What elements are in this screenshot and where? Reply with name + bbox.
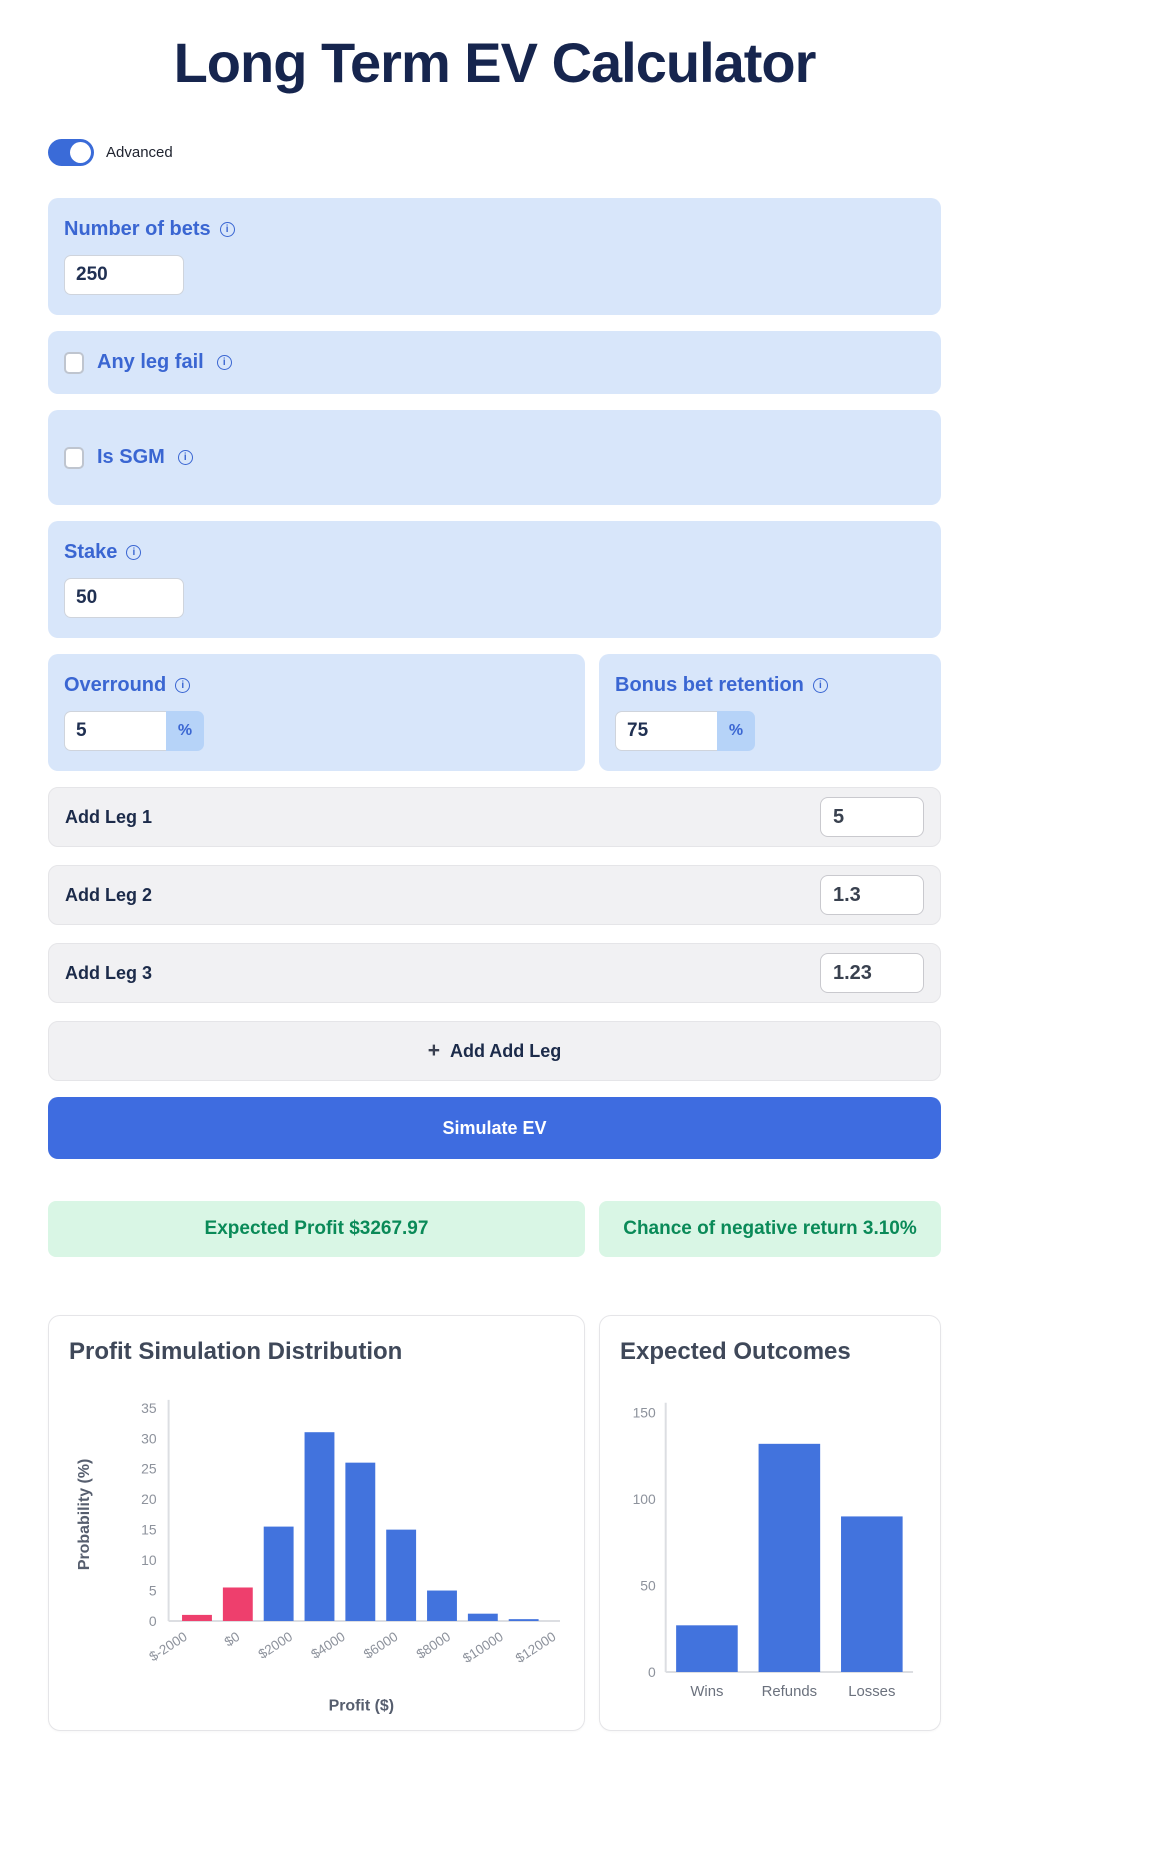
svg-text:30: 30 <box>141 1430 157 1447</box>
overround-panel <box>48 654 585 771</box>
is-sgm-panel <box>48 410 941 505</box>
info-icon[interactable]: i <box>220 222 235 237</box>
profit-distribution-card <box>48 1315 585 1731</box>
stake-input[interactable] <box>64 578 184 618</box>
svg-text:$0: $0 <box>221 1628 243 1650</box>
charts-row <box>48 1315 941 1731</box>
is-sgm-checkbox[interactable] <box>64 447 84 469</box>
leg-1-odds-input[interactable] <box>820 797 924 837</box>
stake-panel <box>48 521 941 638</box>
info-icon[interactable]: i <box>217 355 232 370</box>
advanced-toggle-row <box>48 139 941 166</box>
expected-outcomes-title: Expected Outcomes <box>620 1338 851 1365</box>
svg-text:0: 0 <box>648 1663 656 1680</box>
svg-text:Wins: Wins <box>690 1683 724 1700</box>
toggle-knob-icon <box>70 142 91 163</box>
leg-1-label: Add Leg 1 <box>65 806 153 827</box>
any-leg-fail-checkbox[interactable] <box>64 352 84 374</box>
profit-distribution-chart <box>69 1370 564 1730</box>
svg-text:$-2000: $-2000 <box>146 1628 190 1665</box>
negative-return-badge: Chance of negative return 3.10% <box>599 1201 941 1257</box>
expected-outcomes-card <box>599 1315 941 1731</box>
svg-text:$12000: $12000 <box>512 1628 559 1666</box>
svg-text:25: 25 <box>141 1460 157 1477</box>
simulate-ev-button[interactable]: Simulate EV <box>48 1097 941 1159</box>
svg-text:$6000: $6000 <box>360 1628 401 1662</box>
page-content <box>48 0 941 1731</box>
percent-suffix: % <box>717 711 755 751</box>
svg-text:Profit ($): Profit ($) <box>328 1697 395 1715</box>
leg-2-odds-input[interactable] <box>820 875 924 915</box>
expected-profit-badge: Expected Profit $3267.97 <box>48 1201 585 1257</box>
advanced-toggle[interactable] <box>48 139 94 166</box>
info-icon[interactable]: i <box>813 678 828 693</box>
svg-text:35: 35 <box>141 1399 157 1416</box>
overround-input[interactable] <box>64 711 166 751</box>
info-icon[interactable]: i <box>126 545 141 560</box>
stake-label: Stake <box>64 541 118 563</box>
svg-text:$10000: $10000 <box>460 1628 506 1666</box>
bonus-bet-retention-input[interactable] <box>615 711 717 751</box>
number-of-bets-label: Number of bets <box>64 218 211 240</box>
leg-3-label: Add Leg 3 <box>65 962 153 983</box>
leg-row-3 <box>48 943 941 1003</box>
percent-suffix: % <box>166 711 204 751</box>
add-leg-button[interactable] <box>48 1021 941 1081</box>
any-leg-fail-label: Any leg fail <box>97 351 204 373</box>
svg-text:$2000: $2000 <box>255 1628 296 1662</box>
number-of-bets-input[interactable] <box>64 255 184 295</box>
svg-text:15: 15 <box>141 1521 157 1538</box>
bonus-bet-retention-panel <box>599 654 941 771</box>
profit-distribution-title: Profit Simulation Distribution <box>69 1338 403 1365</box>
overround-label: Overround <box>64 674 167 696</box>
svg-text:10: 10 <box>141 1552 157 1569</box>
expected-outcomes-chart <box>620 1370 920 1729</box>
results-row <box>48 1201 941 1257</box>
svg-text:150: 150 <box>632 1404 656 1421</box>
page-title: Long Term EV Calculator <box>173 31 816 94</box>
svg-text:Probability (%): Probability (%) <box>75 1458 93 1571</box>
advanced-toggle-label: Advanced <box>106 144 173 161</box>
svg-text:5: 5 <box>148 1582 157 1599</box>
svg-text:100: 100 <box>632 1491 656 1508</box>
any-leg-fail-panel <box>48 331 941 394</box>
svg-text:Refunds: Refunds <box>761 1683 818 1700</box>
leg-row-1 <box>48 787 941 847</box>
leg-3-odds-input[interactable] <box>820 953 924 993</box>
leg-row-2 <box>48 865 941 925</box>
number-of-bets-panel <box>48 198 941 315</box>
svg-text:Losses: Losses <box>848 1683 896 1700</box>
svg-text:50: 50 <box>640 1577 656 1594</box>
info-icon[interactable]: i <box>178 450 193 465</box>
info-icon[interactable]: i <box>175 678 190 693</box>
svg-text:$8000: $8000 <box>413 1628 454 1662</box>
plus-icon: + <box>427 1039 440 1062</box>
add-leg-button-label: Add Add Leg <box>449 1040 562 1061</box>
svg-text:0: 0 <box>148 1612 157 1629</box>
bonus-bet-retention-label: Bonus bet retention <box>615 674 804 696</box>
svg-text:20: 20 <box>141 1491 157 1508</box>
svg-text:$4000: $4000 <box>308 1628 348 1662</box>
is-sgm-label: Is SGM <box>97 446 165 468</box>
leg-2-label: Add Leg 2 <box>65 884 153 905</box>
